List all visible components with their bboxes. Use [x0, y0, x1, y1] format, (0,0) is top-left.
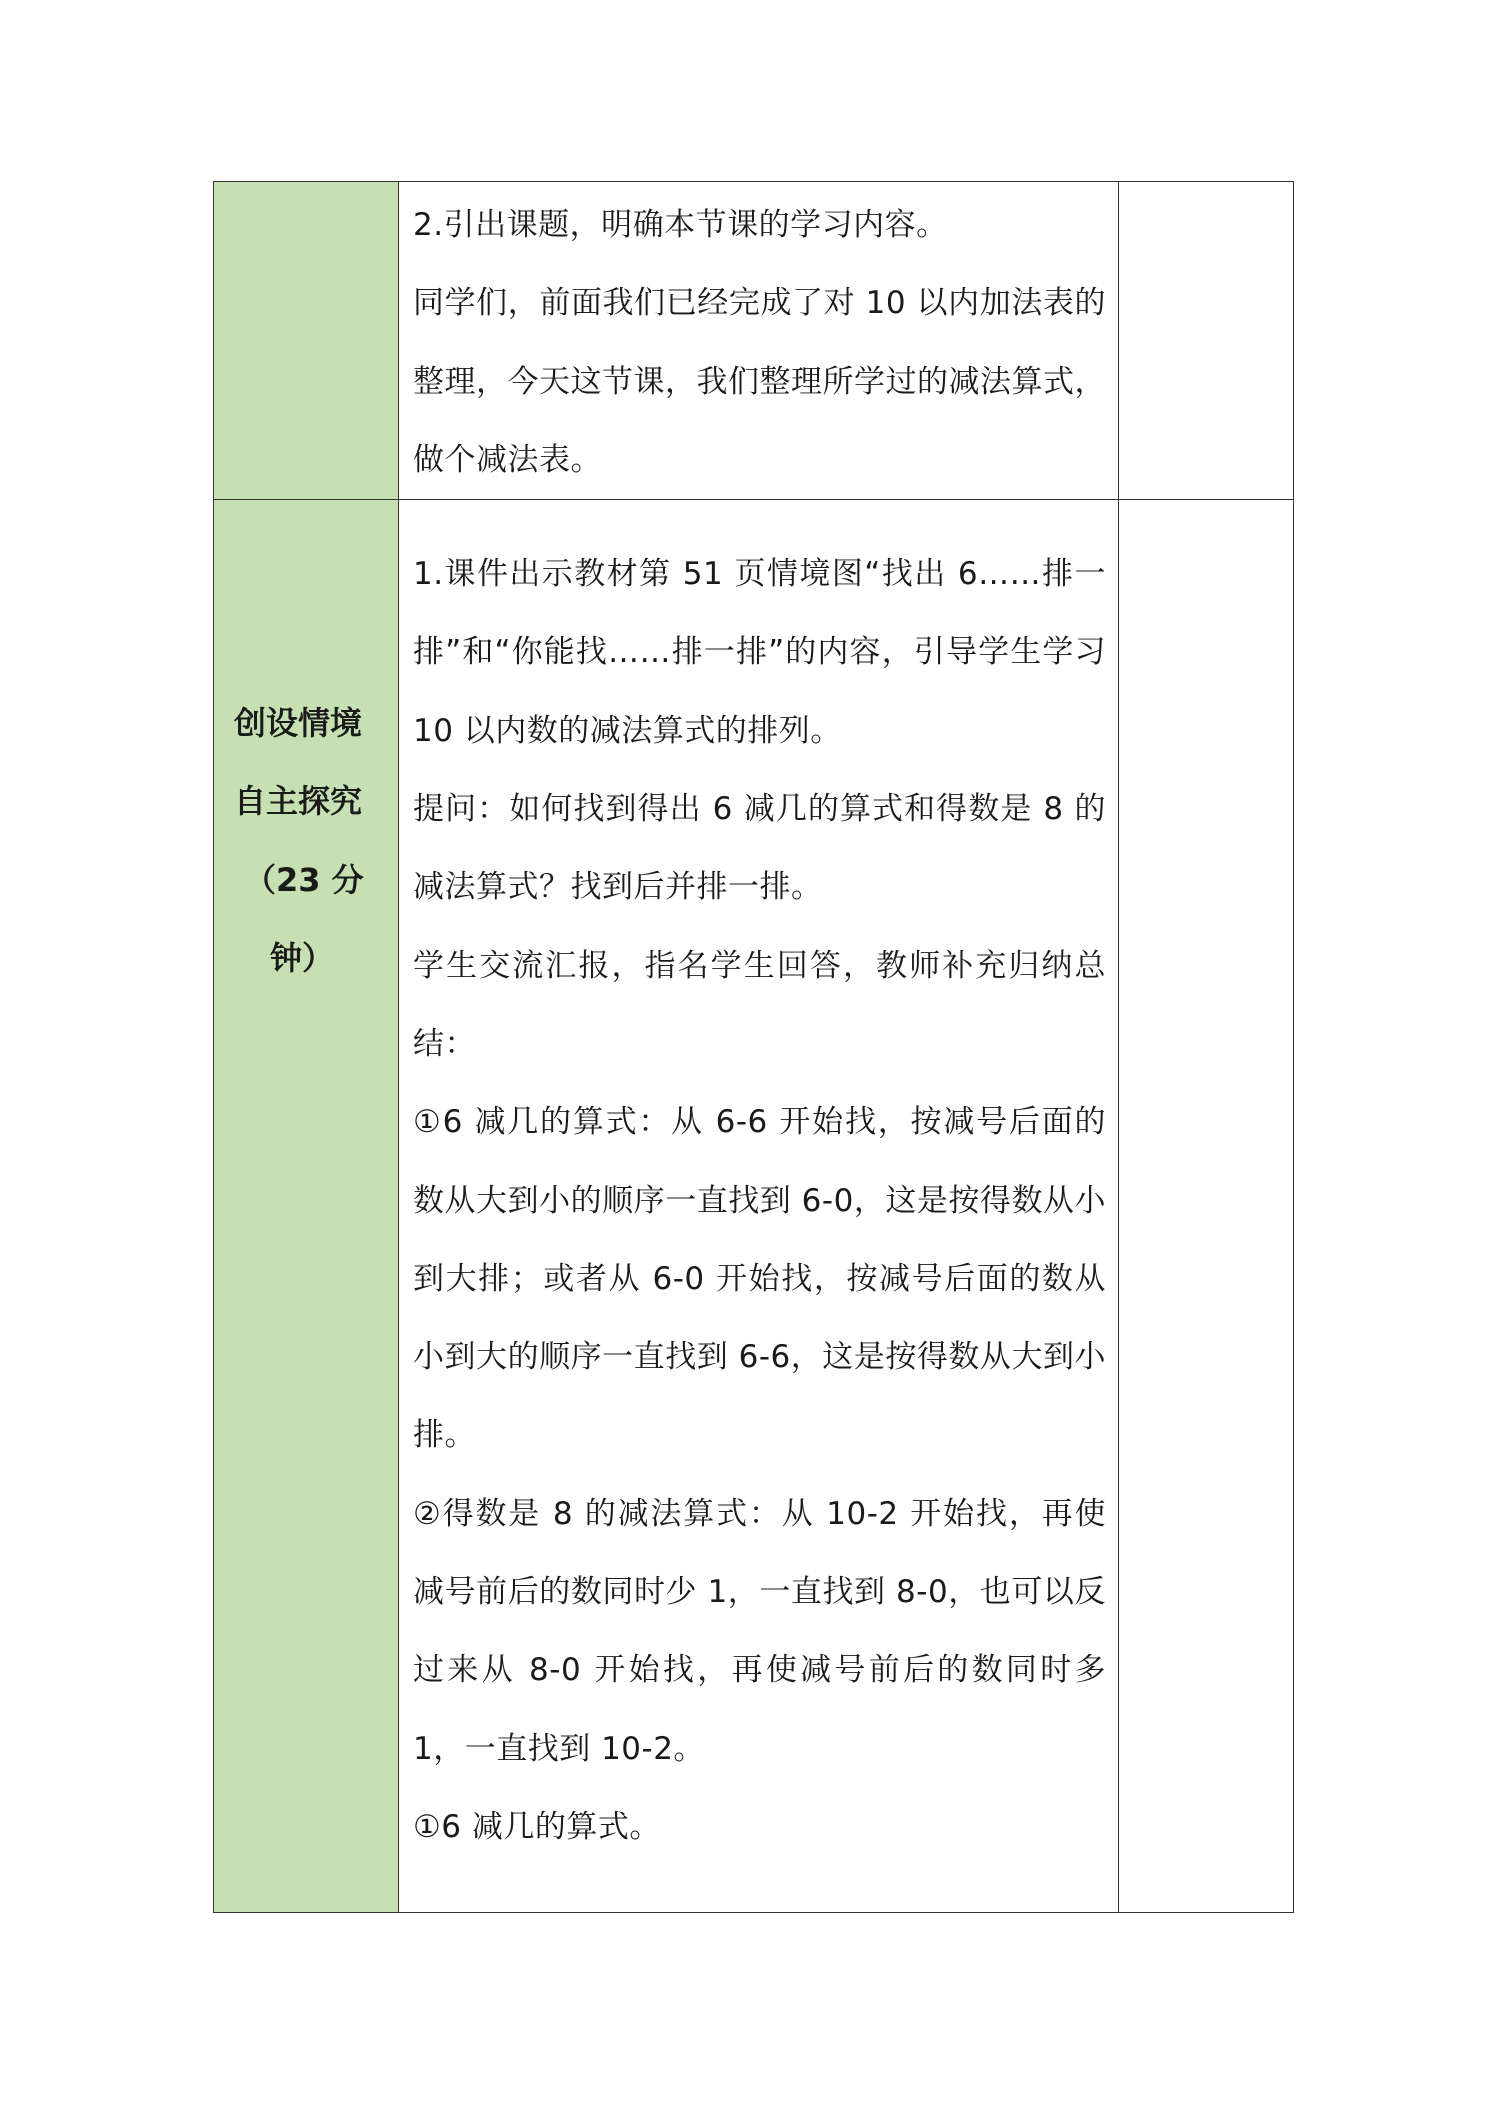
- stage-label-line: （23 分: [244, 860, 364, 899]
- content-paragraph: 2.引出课题，明确本节课的学习内容。: [413, 207, 948, 243]
- note-cell: [1119, 182, 1294, 500]
- stage-label: [214, 684, 398, 997]
- table-row: [214, 500, 1294, 1913]
- table-row: [214, 182, 1294, 500]
- content-paragraph: 1.课件出示教材第 51 页情境图“找出 6……排一排”和“你能找……排一排”的内容，引导学生学习 10 以内数的减法算式的排列。: [413, 556, 1106, 749]
- content-paragraph: ①6 减几的算式。: [413, 1808, 661, 1845]
- content-cell: [399, 500, 1119, 1913]
- stage-label-line: 自主探究: [234, 782, 363, 821]
- content-paragraph: ②得数是 8 的减法算式：从 10-2 开始找，再使减号前后的数同时少 1，一直找到 8-0，也可以反过来从 8-0 开始找，再使减号前后的数同时多 1，一直找到 10-2。: [413, 1495, 1106, 1767]
- content-paragraph: 同学们，前面我们已经完成了对 10 以内加法表的整理，今天这节课，我们整理所学过的减法算式，做个减法表。: [413, 285, 1106, 478]
- note-cell: [1119, 500, 1294, 1913]
- stage-cell: [214, 182, 399, 500]
- stage-label-line: 创设情境: [234, 704, 363, 743]
- lesson-plan-table: [213, 181, 1294, 1913]
- stage-label-line: 钟）: [270, 939, 335, 978]
- content-paragraph: 提问：如何找到得出 6 减几的算式和得数是 8 的减法算式？找到后并排一排。: [413, 791, 1106, 906]
- content-cell: [399, 182, 1119, 500]
- content-paragraph: ①6 减几的算式：从 6-6 开始找，按减号后面的数从大到小的顺序一直找到 6-0，这是按得数从小到大排；或者从 6-0 开始找，按减号后面的数从小到大的顺序一直找到 6-6，这是按得数从大到小排。: [413, 1104, 1106, 1454]
- content-paragraph: 学生交流汇报，指名学生回答，教师补充归纳总结：: [413, 947, 1106, 1062]
- stage-cell: [214, 500, 399, 1913]
